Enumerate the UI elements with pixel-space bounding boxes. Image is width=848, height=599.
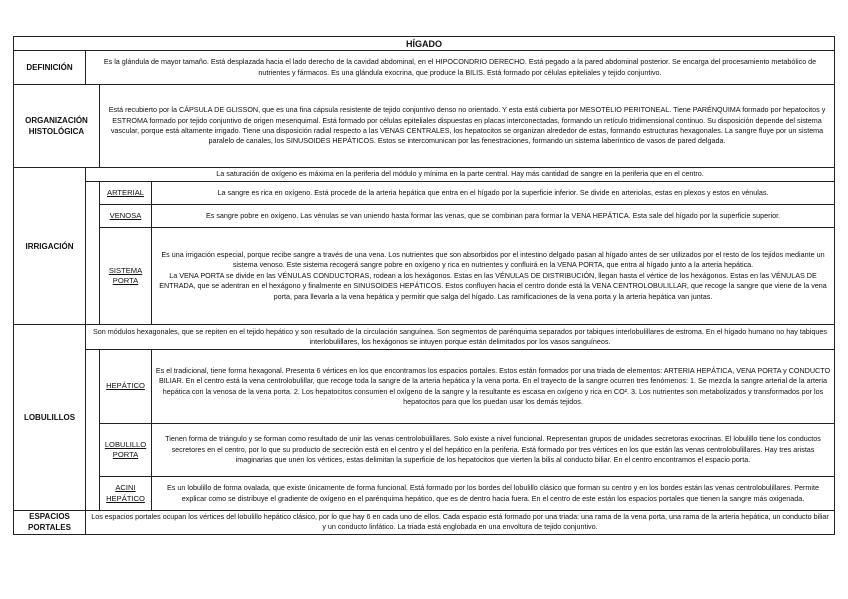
lobulillo-porta-label-line2: PORTA <box>112 450 139 459</box>
espacios-row <box>14 511 835 535</box>
hepatico-label: HEPÁTICO <box>100 350 152 424</box>
espacios-text: Los espacios portales ocupan los vértices del lobulillo hepático clásico, por lo que hay 6 en cada uno de ellos. Cada espacio está formado por una triada: una rama de la vena porta, una rama de la arteria hepática, un conducto biliar y un conducto linfático. La triada está englobada en una envoltura de tejido conjuntivo. <box>86 511 835 535</box>
table-title: HÍGADO <box>14 37 835 51</box>
lobulillo-porta-text: Tienen forma de triángulo y se forman como resultado de unir las venas centrolobulillares. Solo existe a nivel funcional. Representan grupos de unidades secretoras exocrinas. El lobulillo tiene los conductos secretores en el centro, por lo que su producto de secreción está en el centro y el del hepático en la periferia. Está formado por tres vértices en los que están las venas centrolobulillares. Hay tres aristas imaginarias que unen los vértices, estas delimitan la superficie de los hepatocitos que vierten la bilis al conducto biliar. En el centro encontramos el espacio porta. <box>152 424 835 477</box>
acini-label-line1: ACINI <box>115 483 136 492</box>
definicion-row <box>14 51 835 85</box>
definicion-text: Es la glándula de mayor tamaño. Está desplazada hacia el lado derecho de la cavidad abdominal, en el HIPOCONDRIO DERECHO. Está pegado a la pared abdominal posterior. Se encarga del procesamiento metabólico de nutrientes y fármacos. Es una glándula exocrina, que produce la BILIS. Está formado por células epiteliales y tejido conjuntivo. <box>86 51 835 85</box>
irrigacion-portal-row <box>14 228 835 325</box>
irrigacion-intro-text: La saturación de oxígeno es máxima en la periferia del módulo y mínima en la parte central. Hay más cantidad de sangre en la periferia que en el centro. <box>86 168 835 182</box>
irrigacion-venosa-row <box>14 205 835 228</box>
sistema-porta-text-1: Es una irrigación especial, porque recibe sangre a través de una vena. Los nutrientes que son absorbidos por el intestino delgado pasan al hígado antes de ser utilizados por el resto de los tejidos mediante un sistema venoso. Este sistema recogerá sangre pobre en oxígeno y rica en nutrientes y confluirá en la VENA PORTA, que entra al hígado junto a la arteria hepática. <box>161 249 825 270</box>
arterial-text: La sangre es rica en oxígeno. Está procede de la arteria hepática que entra en el hígado por la superficie inferior. Se divide en arteriolas, estas en plexos y estos en vénulas. <box>152 182 835 205</box>
acini-label-line2: HEPÁTICO <box>106 493 145 503</box>
definicion-label: DEFINICIÓN <box>14 51 86 85</box>
lobulillos-label: LOBULILLOS <box>14 325 86 511</box>
lobulillo-porta-label <box>100 424 152 477</box>
organizacion-label-line2: HISTOLÓGICA <box>28 127 85 136</box>
espacios-label <box>14 511 86 535</box>
espacios-label-line2: PORTALES <box>28 523 71 533</box>
sistema-porta-text <box>152 228 835 325</box>
venosa-text: Es sangre pobre en oxígeno. Las vénulas se van uniendo hasta formar las venas, que se combinan para formar la VENA HEPÁTICA. Esta sale del hígado por la superficie superior. <box>152 205 835 228</box>
sistema-porta-label <box>100 228 152 325</box>
hepatico-text: Es el tradicional, tiene forma hexagonal. Presenta 6 vértices en los que encontramos los espacios portales. Estos están formados por una triada de elementos: ARTERIA HEPÁTICA, VENA PORTA y CONDUCTO BILIAR. En el centro está la vena centrolobulillar, que recoge toda la sangre de la arteria hepática y la vena porta. En el trayecto de la sangre ocurren tres fenómenos: 1. Se mezcla la sangre arterial de la arteria hepática con la venosa de la vena porta. 2. Los hepatocitos consumen el oxígeno de la sangre y la resultante es escasa en oxígeno y rica en CO². 3. Los nutrientes son metabolizados y transformados por los hepatocitos para que los puedan usar los demás tejidos. <box>152 350 835 424</box>
organizacion-row <box>14 85 835 168</box>
irrigacion-intro-row <box>14 168 835 182</box>
acini-label <box>100 477 152 511</box>
lobulillo-porta-row <box>14 424 835 477</box>
irrigacion-label: IRRIGACIÓN <box>14 168 86 325</box>
sistema-porta-text-2: La VENA PORTA se divide en las VÉNULAS CONDUCTORAS, rodean a los hexágonos. Estas en las VÉNULAS DE DISTRIBUCIÓN, llegan hasta el vértice de los hexágonos. Estas en las VÉNULAS DE ENTRADA, que se adentran en el hexágono y finalmente en SINUSOIDES HEPÁTICOS. Estos confluyen hacia el centro donde está la VENA CENTROLOBULILLAR, que recoge la sangre que viene de la vena porta, para llevarla a la vena hepática y permitir que salga del hígado. Las ramificaciones de la vena porta y la arteria hepática van juntas. <box>159 270 827 301</box>
lobulillos-spacer <box>86 350 100 511</box>
lobulillo-hepatico-row <box>14 350 835 424</box>
venosa-label: VENOSA <box>100 205 152 228</box>
organizacion-label <box>14 85 100 168</box>
lobulillos-intro-row <box>14 325 835 350</box>
sistema-porta-label-line2: PORTA <box>112 276 139 285</box>
liver-summary-table <box>13 36 835 535</box>
irrigacion-arterial-row <box>14 182 835 205</box>
sistema-porta-label-line1: SISTEMA <box>108 265 143 275</box>
irrigacion-spacer <box>86 182 100 325</box>
acini-row <box>14 477 835 511</box>
title-row <box>14 37 835 51</box>
acini-text: Es un lobulillo de forma ovalada, que existe únicamente de forma funcional. Está formado por los bordes del lobulillo clásico que forman su centro y en los bordes están las venas centrolobulillares. Permite explicar como se distribuye el gradiente de oxígeno en el parénquima hepático, que es de dentro hacia fuera. En el centro de este están los espacios portales que tienen la sangre más oxigenada. <box>152 477 835 511</box>
arterial-label: ARTERIAL <box>100 182 152 205</box>
organizacion-label-line1: ORGANIZACIÓN <box>25 116 88 125</box>
espacios-label-line1: ESPACIOS <box>29 512 70 522</box>
organizacion-text: Está recubierto por la CÁPSULA DE GLISSON, que es una fina cápsula resistente de tejido conjuntivo denso no orientado. Y esta está cubierta por MESOTELIO PERITONEAL. Tiene PARÉNQUIMA formado por hepatocitos y ESTROMA formado por tejido conjuntivo de origen mesenquimal. Está formado por células epiteliales dispuestas en placas interconectadas, formando un retículo tridimensional continuo. Su disposición depende del sistema vascular, porque está altamente irrigado. Tiene una disposición radial respecto a las VENAS CENTRALES, los hepatocitos se organizan alrededor de estas, formando estructuras hexagonales. La sangre fluye por un sistema paralelo de canales, los SINUSOIDES HEPÁTICOS. Estos se intercomunican por las fenestraciones, formando un sistema laberíntico de vasos de pared delgada. <box>100 85 835 168</box>
lobulillos-intro-text: Son módulos hexagonales, que se repiten en el tejido hepático y son resultado de la circulación sanguínea. Son segmentos de parénquima separados por tabiques interlobulillares de estroma. En el hígado humano no hay tabiques interlobulillares, los hexágonos se intuyen porque están delimitados por los vasos sanguíneos. <box>86 325 835 350</box>
lobulillo-porta-label-line1: LOBULILLO <box>104 439 147 449</box>
